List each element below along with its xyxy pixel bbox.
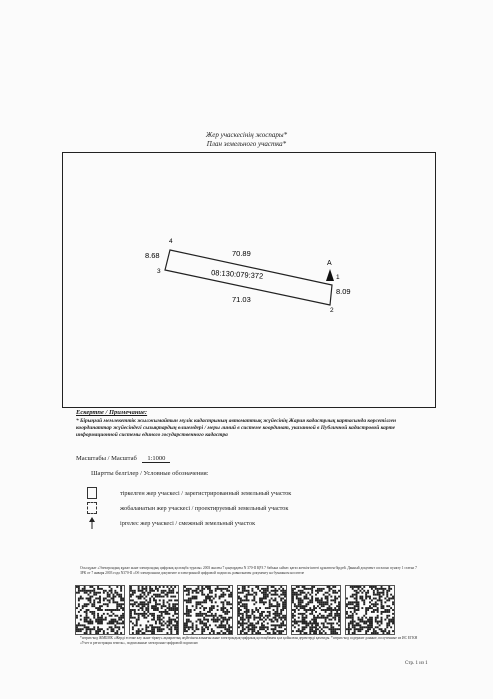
legend-item-projected: жобаланатын жер учаскесі / проектируемый земельный участок bbox=[120, 505, 289, 512]
title-ru: План земельного участка* bbox=[206, 140, 287, 148]
side-left-label: 8.68 bbox=[145, 251, 160, 260]
side-bottom-label: 71.03 bbox=[232, 295, 251, 304]
note-body: * Бірыңғай мемлекеттік жылжымайтын мүлік кадастрының автоматтық жүйесінің Жария кадастрлық картасында көрсетілген координаттар жүйесіндегі сызықтардың өлшемдері / меры линий в системе координат, указанной в Публичной кадастровой карте информационной системы единого государственного кадастра bbox=[76, 418, 396, 438]
vertex-4: 4 bbox=[169, 238, 173, 245]
legend-item-registered: тіркелген жер учаскесі / зарегистрированный земельный участок bbox=[120, 490, 292, 497]
north-label: A bbox=[327, 260, 332, 267]
page-number: Стр. 1 из 1 bbox=[405, 661, 428, 666]
barcode-1-icon bbox=[75, 585, 125, 635]
scale-row bbox=[76, 455, 170, 463]
projected-plot-symbol-icon bbox=[87, 502, 97, 514]
adjacent-plot-arrow-icon bbox=[88, 517, 96, 529]
scale-value: 1:1000 bbox=[142, 455, 170, 463]
barcode-3-icon bbox=[183, 585, 233, 635]
barcode-6-icon bbox=[345, 585, 395, 635]
vertex-2: 2 bbox=[330, 307, 334, 314]
legend-item-adjacent: іргелес жер учаскесі / смежный земельный участок bbox=[120, 520, 256, 527]
vertex-3: 3 bbox=[157, 268, 161, 275]
side-right-label: 8.09 bbox=[336, 287, 351, 296]
barcode-4-icon bbox=[237, 585, 287, 635]
title-kz: Жер учаскесінің жоспары* bbox=[205, 131, 288, 139]
side-top-label: 70.89 bbox=[232, 249, 251, 258]
barcode-row bbox=[75, 585, 425, 635]
legend-heading: Шартты белгілер / Условные обозначения: bbox=[91, 470, 209, 477]
cadastral-number: 08:130:079:372 bbox=[210, 268, 264, 281]
footer-barcode-note: *штрих-код ЖМБМК «Жерді есепке алу және тіркеу» ақпараттық жүйесінен алынған және электрондық-цифрлық қолтаңбамен қол қойылған деректерді қамтиды. *штрих-код содержит данные, полученные из ИС ЕГКН «Учет и регистрация земель», подписанные электронно-цифровой подписью bbox=[80, 636, 418, 645]
scale-label: Масштабы / Масштаб bbox=[76, 455, 137, 462]
note-heading: Ескертпе / Примечание: bbox=[76, 409, 148, 416]
barcode-2-icon bbox=[129, 585, 179, 635]
vertex-1: 1 bbox=[336, 274, 340, 281]
registered-plot-symbol-icon bbox=[87, 487, 97, 499]
north-arrow-icon bbox=[326, 269, 334, 281]
barcode-5-icon bbox=[291, 585, 341, 635]
footer-legal-text: Осы құжат «Электрондық құжат және электрондық цифрлық қолтаңба туралы» 2003 жылғы 7 қаңтардағы N 370-II ҚРЗ 7 бабына сәйкес қағаз жеткізгіштегі құжатпен бірдей. Данный документ согласно пункту 1 статьи 7 ЗРК от 7 января 2003 года N370-II «Об электронном документе и электронной цифровой подписи» равнозначен документу на бумажном носителе bbox=[80, 566, 417, 575]
